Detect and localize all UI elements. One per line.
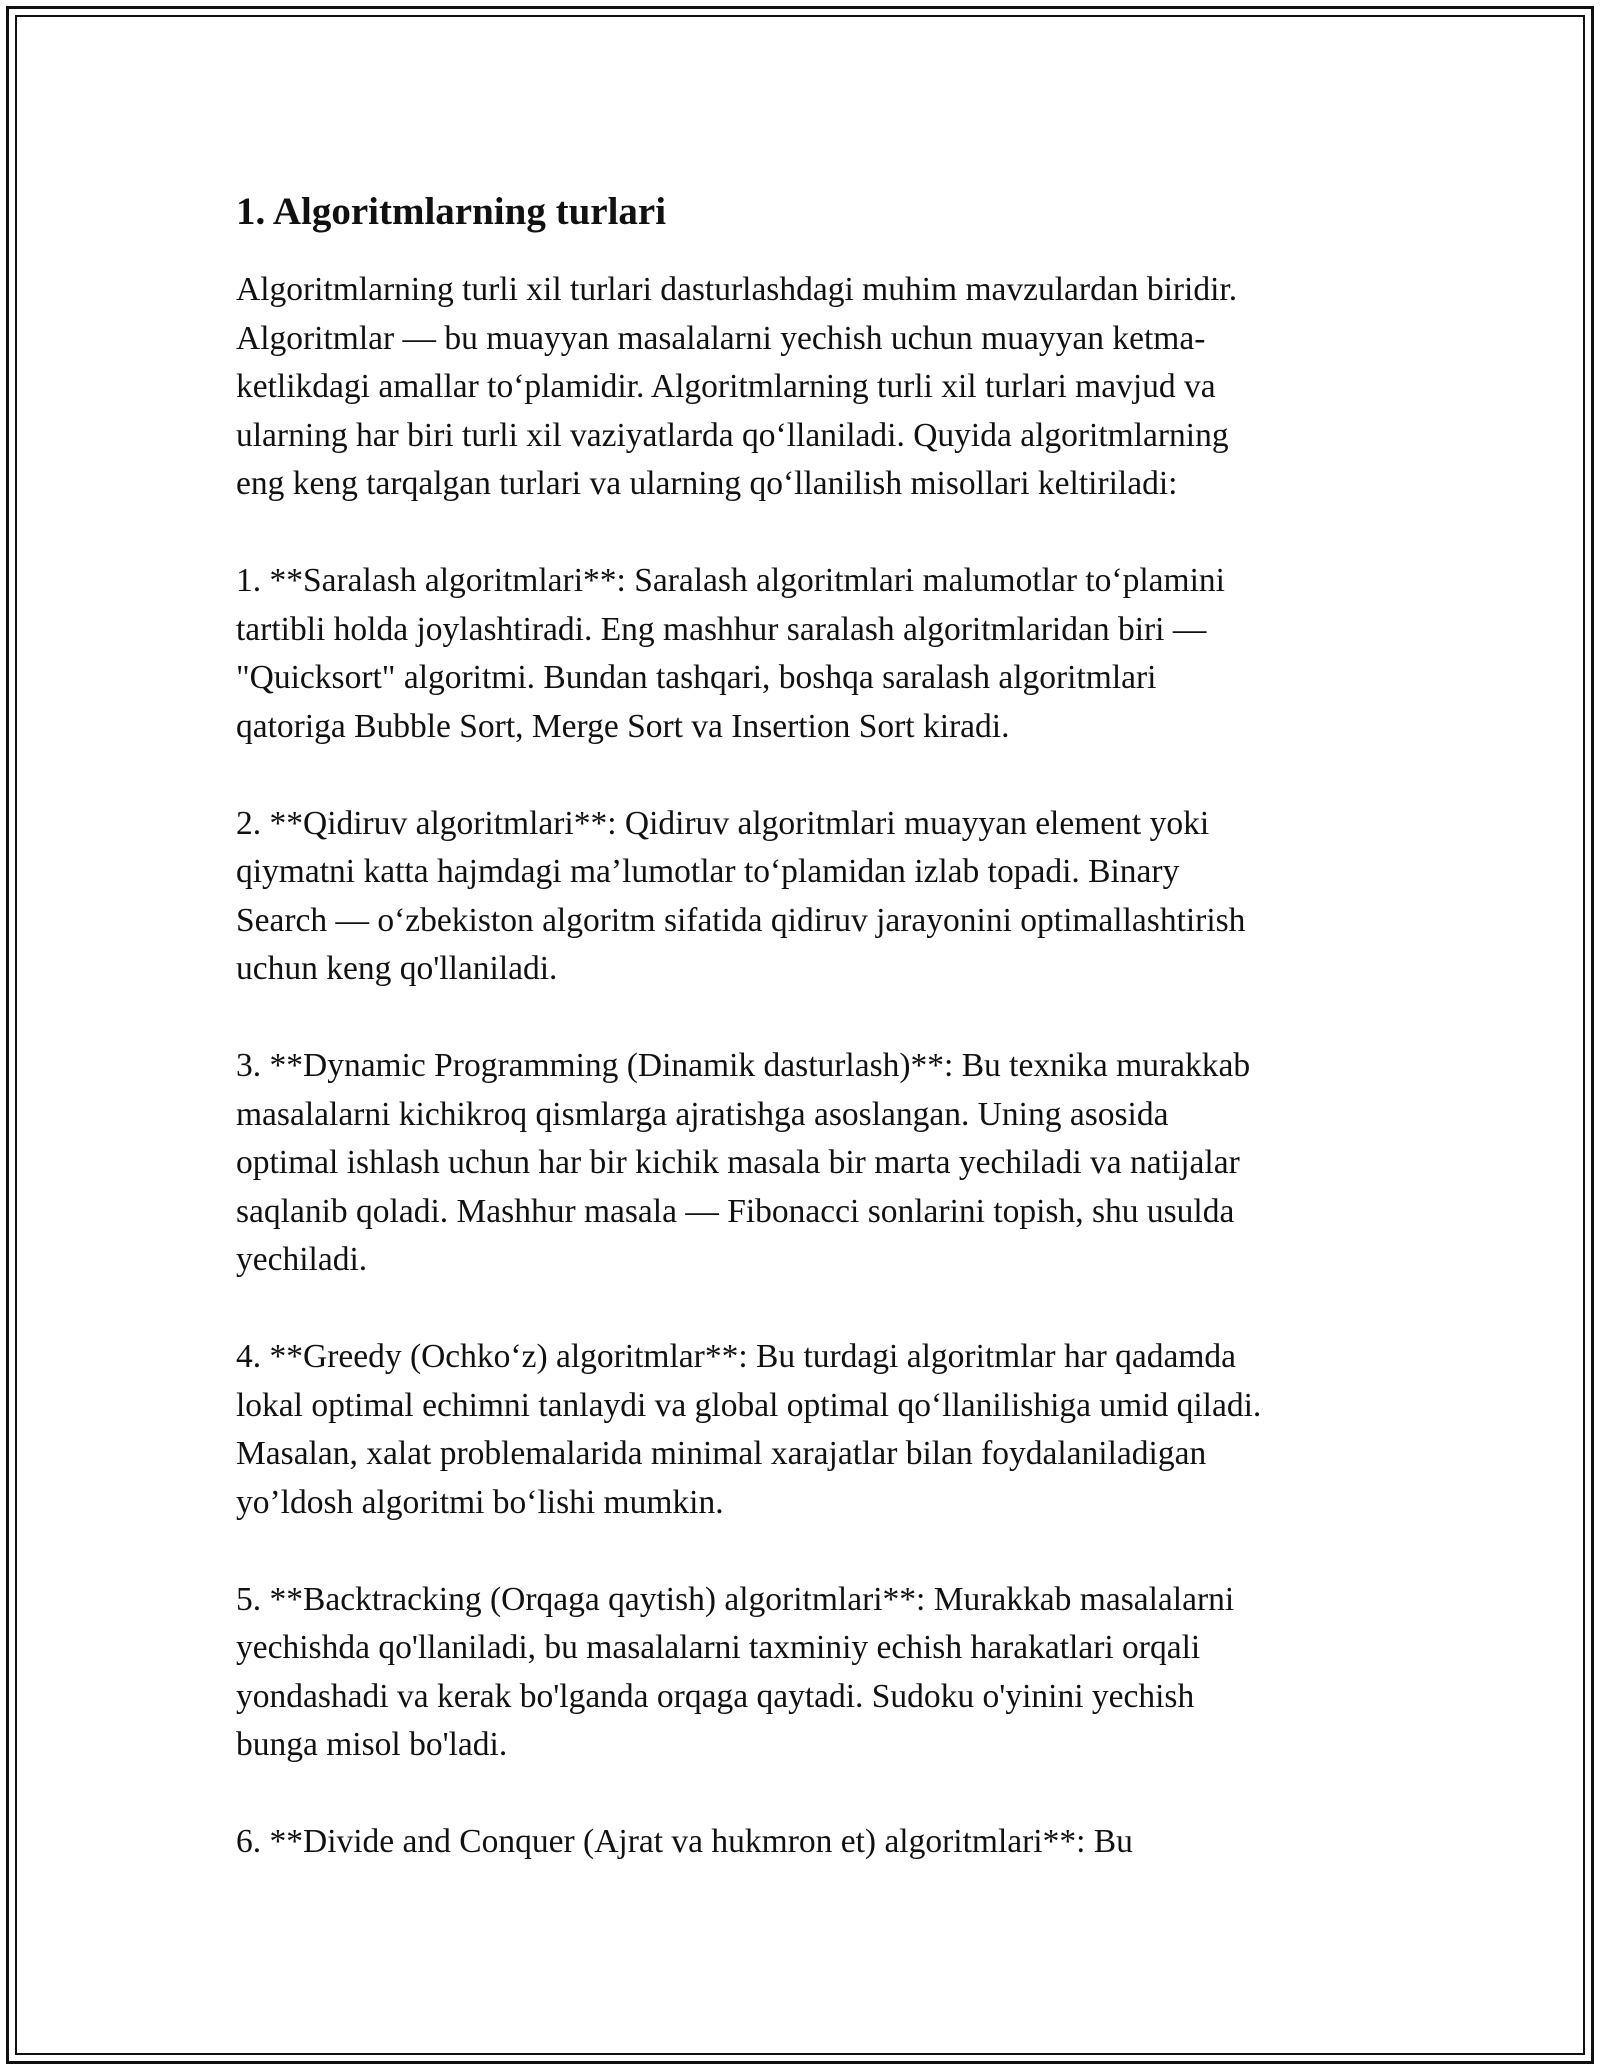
paragraph-line: saqlanib qoladi. Mashhur masala — Fibonacci sonlarini topish, shu usulda bbox=[236, 1192, 1235, 1230]
paragraph-line: bunga misol bo'ladi. bbox=[236, 1726, 508, 1763]
intro-paragraph bbox=[236, 266, 1396, 509]
paragraph-line: 6. **Divide and Conquer (Ajrat va hukmron et) algoritmlari**: Bu bbox=[236, 1823, 1133, 1860]
paragraph-line: yechiladi. bbox=[236, 1241, 368, 1278]
list-item-greedy bbox=[236, 1333, 1396, 1527]
paragraph-line: uchun keng qo'llaniladi. bbox=[236, 950, 558, 987]
paragraph-line: qatoriga Bubble Sort, Merge Sort va Insertion Sort kiradi. bbox=[236, 707, 1010, 745]
paragraph-line: Search — o‘zbekiston algoritm sifatida qidiruv jarayonini optimallashtirish bbox=[236, 901, 1246, 939]
paragraph-line: yo’ldosh algoritmi bo‘lishi mumkin. bbox=[236, 1483, 724, 1521]
paragraph-line: 1. **Saralash algoritmlari**: Saralash algoritmlari malumotlar to‘plamini bbox=[236, 562, 1225, 599]
paragraph-line: 3. **Dynamic Programming (Dinamik dasturlash)**: Bu texnika murakkab bbox=[236, 1047, 1251, 1084]
paragraph-line: 5. **Backtracking (Orqaga qaytish) algoritmlari**: Murakkab masalalarni bbox=[236, 1580, 1235, 1618]
paragraph-line: qiymatni katta hajmdagi ma’lumotlar to‘plamidan izlab topadi. Binary bbox=[236, 853, 1180, 890]
list-item-search bbox=[236, 800, 1396, 994]
paragraph-line: "Quicksort" algoritmi. Bundan tashqari, boshqa saralash algoritmlari bbox=[236, 659, 1157, 696]
paragraph-line: yondashadi va kerak bo'lganda orqaga qaytadi. Sudoku o'yinini yechish bbox=[236, 1677, 1195, 1715]
paragraph-line: tartibli holda joylashtiradi. Eng mashhur saralash algoritmlaridan biri — bbox=[236, 610, 1207, 648]
paragraph-line: Algoritmlar — bu muayyan masalalarni yechish uchun muayyan ketma- bbox=[236, 319, 1206, 357]
paragraph-line: Masalan, xalat problemalarida minimal xarajatlar bilan foydalaniladigan bbox=[236, 1435, 1207, 1472]
paragraph-line: masalalarni kichikroq qismlarga ajratishga asoslangan. Uning asosida bbox=[236, 1095, 1169, 1133]
document-body bbox=[236, 186, 1396, 1915]
paragraph-line: 2. **Qidiruv algoritmlari**: Qidiruv algoritmlari muayyan element yoki bbox=[236, 804, 1210, 842]
paragraph-line: eng keng tarqalgan turlari va ularning qo‘llanilish misollari keltiriladi: bbox=[236, 465, 1178, 502]
list-item-divide-and-conquer bbox=[236, 1818, 1396, 1867]
paragraph-line: lokal optimal echimni tanlaydi va global optimal qo‘llanilishiga umid qiladi. bbox=[236, 1386, 1262, 1424]
paragraph-line: 4. **Greedy (Ochko‘z) algoritmlar**: Bu turdagi algoritmlar har qadamda bbox=[236, 1338, 1237, 1375]
paragraph-line: ularning har biri turli xil vaziyatlarda qo‘llaniladi. Quyida algoritmlarning bbox=[236, 416, 1229, 454]
list-item-backtracking bbox=[236, 1576, 1396, 1770]
paragraph-line: yechishda qo'llaniladi, bu masalalarni taxminiy echish harakatlari orqali bbox=[236, 1629, 1201, 1666]
section-heading: 1. Algoritmlarning turlari bbox=[236, 190, 667, 233]
paragraph-line: Algoritmlarning turli xil turlari dasturlashdagi muhim mavzulardan biridir. bbox=[236, 271, 1238, 308]
list-item-sorting bbox=[236, 557, 1396, 751]
paragraph-line: ketlikdagi amallar to‘plamidir. Algoritmlarning turli xil turlari mavjud va bbox=[236, 368, 1216, 405]
list-item-dynamic-programming bbox=[236, 1042, 1396, 1285]
paragraph-line: optimal ishlash uchun har bir kichik masala bir marta yechiladi va natijalar bbox=[236, 1144, 1240, 1181]
